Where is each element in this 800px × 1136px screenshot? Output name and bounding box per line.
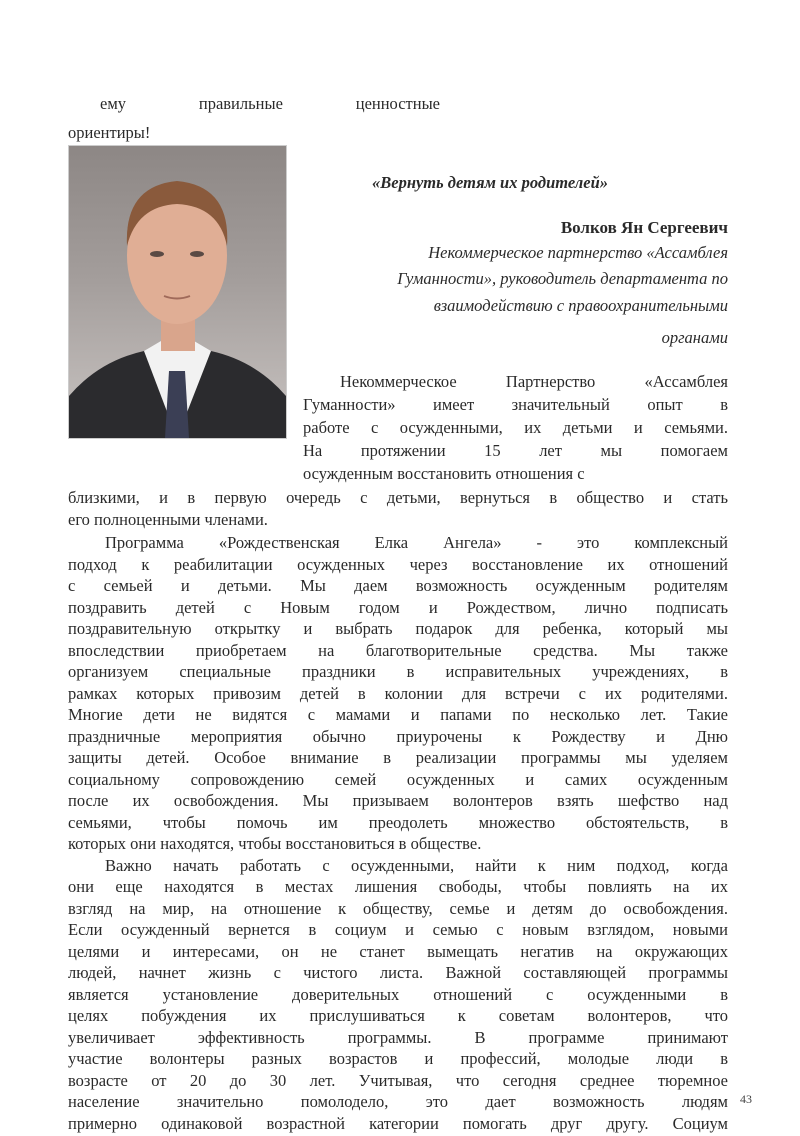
right-paragraph-line: осужденным восстановить отношения с xyxy=(303,464,585,483)
body-line: поздравить детей с Новым годом и Рождеством, лично подписать xyxy=(68,597,728,617)
body-line: праздничные мероприятия обычно приурочены к Рождеству и Дню xyxy=(68,726,728,746)
body-line: подход к реабилитации осужденных через восстановление их отношений xyxy=(68,554,728,574)
body-line: впоследствии приобретаем на благотворительные средства. Мы также xyxy=(68,640,728,660)
body-line: примерно одинаковой возрастной категории помогать друг другу. Социум xyxy=(68,1113,728,1133)
body-line: рамках которых привозим детей в колонии для встречи с их родителями. xyxy=(68,683,728,703)
body-line: которых они находятся, чтобы восстановиться в обществе. xyxy=(68,834,482,853)
body-line: целях побуждения их прислушиваться к советам волонтеров, что xyxy=(68,1006,728,1025)
body-line: семьями, чтобы помочь им преодолеть множество обстоятельств, в xyxy=(68,812,728,832)
continuation-line: его полноценными членами. xyxy=(68,510,268,529)
body-line: участие волонтеры разных возрастов и профессий, молодые люди в xyxy=(68,1049,728,1068)
intro-line: ему правильные ценностные xyxy=(100,94,440,113)
body-line: поздравительную открытку и выбрать подарок для ребенка, который мы xyxy=(68,619,728,638)
body-line: взгляд на мир, на отношение к обществу, семье и детям до освобождения. xyxy=(68,898,728,918)
body-line: они еще находятся в местах лишения свободы, чтобы повлиять на их xyxy=(68,877,728,896)
intro-line: ориентиры! xyxy=(68,123,151,142)
affiliation-line: органами xyxy=(661,328,728,347)
right-paragraph-line: На протяжении 15 лет мы помогаем xyxy=(303,441,728,460)
affiliation-line: Некоммерческое партнерство «Ассамблея xyxy=(428,243,728,262)
author-name: Волков Ян Сергеевич xyxy=(560,218,728,237)
right-paragraph-line: Некоммерческое Партнерство «Ассамблея xyxy=(340,372,728,391)
continuation-line: близкими, и в первую очередь с детьми, вернуться в общество и стать xyxy=(68,488,728,507)
affiliation-line: взаимодействию с правоохранительными xyxy=(433,296,728,315)
body-line: защиты детей. Особое внимание в реализации программы мы уделяем xyxy=(68,748,728,767)
body-line: увеличивает эффективность программы. В программе принимают xyxy=(68,1027,728,1047)
body-line: социальному сопровождению семей осужденных и самих осужденным xyxy=(68,769,728,789)
affiliation-line: Гуманности», руководитель департамента по xyxy=(397,269,728,288)
body-line: Если осужденный вернется в социум и семью с новым взглядом, новыми xyxy=(68,920,728,939)
body-line: Программа «Рождественская Елка Ангела» - это комплексный xyxy=(105,533,728,552)
body-line: с семьей и детьми. Мы даем возможность осужденным родителям xyxy=(68,576,728,595)
body-line: организуем специальные праздники в исправительных учреждениях, в xyxy=(68,662,728,681)
body-line: целями и интересами, он не станет вымещать негатив на окружающих xyxy=(68,941,728,961)
body-line: население значительно помолодело, это дает возможность людям xyxy=(68,1092,728,1111)
body-line: возрасте от 20 до 30 лет. Учитывая, что сегодня среднее тюремное xyxy=(68,1070,728,1090)
page-number: 43 xyxy=(740,1092,752,1106)
author-photo xyxy=(68,145,287,439)
body-line: Многие дети не видятся с мамами и папами по несколько лет. Такие xyxy=(68,705,728,724)
right-paragraph-line: работе с осужденными, их детьми и семьями. xyxy=(303,418,728,437)
body-line: людей, начнет жизнь с чистого листа. Важной составляющей программы xyxy=(68,963,728,982)
body-line: является установление доверительных отношений с осужденными в xyxy=(68,984,728,1004)
article-title: «Вернуть детям их родителей» xyxy=(371,173,608,192)
body-line: после их освобождения. Мы призываем волонтеров взять шефство над xyxy=(68,791,728,810)
right-paragraph-line: Гуманности» имеет значительный опыт в xyxy=(303,395,728,414)
body-line: Важно начать работать с осужденными, найти к ним подход, когда xyxy=(105,855,728,875)
